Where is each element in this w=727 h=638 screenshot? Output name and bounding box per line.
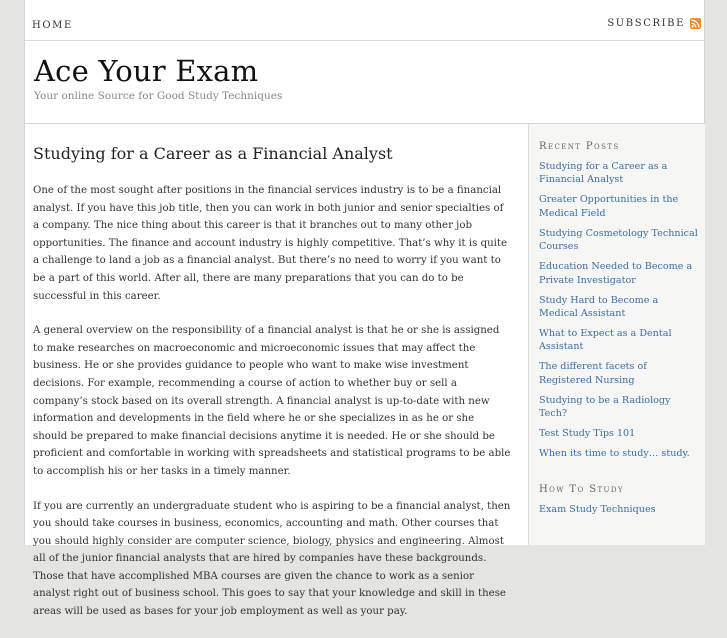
subscribe-label[interactable]: SUBSCRIBE bbox=[607, 18, 685, 29]
site-tagline: Your online Source for Good Study Techniques bbox=[34, 90, 283, 102]
recent-posts-heading: Recent Posts bbox=[539, 141, 620, 152]
how-to-study-list bbox=[539, 503, 699, 516]
recent-post-link[interactable]: Studying for a Career as a Financial Analyst bbox=[539, 161, 668, 186]
sidebar bbox=[528, 124, 705, 545]
post-title[interactable]: Studying for a Career as a Financial Analyst bbox=[33, 144, 393, 163]
recent-post-link[interactable]: Studying Cosmetology Technical Courses bbox=[539, 227, 698, 253]
rss-icon[interactable] bbox=[690, 18, 701, 29]
main-content bbox=[25, 124, 528, 618]
page-container bbox=[24, 0, 705, 618]
top-navigation bbox=[25, 16, 704, 40]
recent-posts-list bbox=[539, 160, 699, 461]
recent-post-link[interactable]: What to Expect as a Dental Assistant bbox=[539, 328, 672, 353]
nav-subscribe-link[interactable] bbox=[607, 18, 701, 29]
recent-post-link[interactable]: Study Hard to Become a Medical Assistant bbox=[539, 294, 659, 320]
recent-post-link[interactable]: When its time to study… study. bbox=[539, 448, 690, 460]
post-body bbox=[33, 182, 511, 638]
site-title[interactable]: Ace Your Exam bbox=[34, 54, 259, 88]
category-link[interactable]: Exam Study Techniques bbox=[539, 504, 656, 516]
recent-post-link[interactable]: Test Study Tips 101 bbox=[539, 428, 636, 440]
recent-post-link[interactable]: Education Needed to Become a Private Investigator bbox=[539, 261, 693, 286]
recent-post-link[interactable]: Studying to be a Radiology Tech? bbox=[539, 394, 671, 420]
post-paragraph: One of the most sought after positions in the financial services industry is to be a financial analyst. If you have this job title, then you can work in both junior and senior specialties of a company. The nice thing about this career is that it branches out to many other job opportunities. The finance and account industry is highly competitive. That’s why it is quite a challenge to land a job as a financial analyst. But there’s no need to worry if you want to be a part of this world. After all, there are many preparations that you can do to be successful in this career. bbox=[33, 185, 508, 302]
recent-post-link[interactable]: Greater Opportunities in the Medical Field bbox=[539, 194, 679, 219]
divider bbox=[25, 40, 704, 41]
nav-home-link[interactable]: HOME bbox=[32, 20, 73, 31]
post-paragraph: If you are currently an undergraduate student who is aspiring to be a financial analyst, then you should take courses in business, economics, accounting and math. Other courses that you should highly consider are computer science, biology, physics and engineering. Almost all of the junior financial analysts that are hired by companies have these backgrounds. Those that have accomplished MBA courses are given the chance to work as a senior analyst right out of business school. This goes to say that your knowledge and skill in these areas will be used as bases for your job employment as well as your pay. bbox=[33, 500, 511, 618]
recent-post-link[interactable]: The different facets of Registered Nursing bbox=[539, 361, 647, 386]
spacer bbox=[529, 467, 705, 484]
post-paragraph: A general overview on the responsibility of a financial analyst is that he or she is assigned to make researches on macroeconomic and microeconomic issues that may affect the business. He or she provides guidance to people who want to make wise investment decisions. For example, recommending a course of action to whether buy or sell a company’s stock based on its overall strength. A financial analyst is up-to-date with new information and developments in the field where he or she specializes in as he or she should be prepared to make financial decisions anytime it is needed. He or she should be proficient and comfortable in working with spreadsheets and statistical programs to be able to accomplish his or her tasks in a timely manner. bbox=[33, 325, 511, 477]
how-to-study-heading: How To Study bbox=[539, 484, 624, 496]
